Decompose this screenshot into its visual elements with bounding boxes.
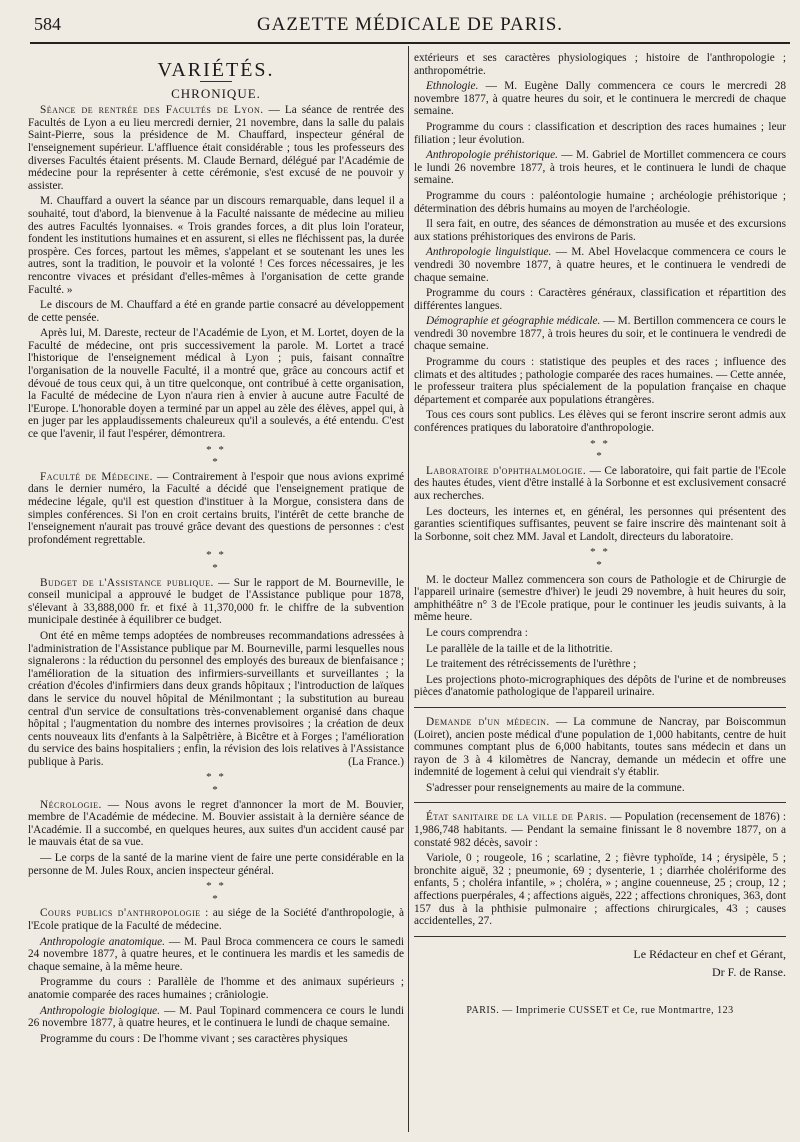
paragraph: Démographie et géographie médicale. — M. Bertillon commencera ce cours le vendredi 30 novembre 1877, à trois heures du soir, et le continuera le vendredi de chaque semaine.: [414, 315, 786, 353]
paragraph: Le discours de M. Chauffard a été en grande partie consacré au développement de cette pensée.: [28, 299, 404, 324]
paragraph: — Le corps de la santé de la marine vient de faire une perte considérable en la personne de M. Jules Roux, ancien inspecteur général.: [28, 852, 404, 877]
paragraph-heading: Nécrologie.: [40, 798, 102, 811]
paragraph-heading: Budget de l'Assistance publique.: [40, 576, 214, 589]
paragraph-heading: Séance de rentrée des Facultés de Lyon.: [40, 104, 264, 117]
column-divider: [408, 46, 409, 1132]
paragraph: Anthropologie biologique. — M. Paul Topinard commencera ce cours le lundi 26 novembre 1877, à quatre heures, et le continuera le lundi de chaque semaine.: [28, 1004, 404, 1030]
section-rule: [414, 936, 786, 937]
paragraph-heading: Anthropologie linguistique.: [426, 246, 552, 259]
section-subtitle: CHRONIQUE.: [171, 85, 261, 101]
paragraph-heading: Demande d'un médecin.: [426, 715, 550, 728]
section-separator-stars: * * *: [206, 443, 226, 469]
paragraph: S'adresser pour renseignements au maire de la commune.: [426, 781, 685, 794]
paragraph: Tous ces cours sont publics. Les élèves qui se feront inscrire seront admis aux conférences pratiques du laboratoire d'anthropologie.: [414, 409, 786, 435]
section-separator-stars: * * *: [590, 437, 610, 463]
paragraph: M. le docteur Mallez commencera son cours de Pathologie et de Chirurgie de l'appareil urinaire (semestre d'hiver) le jeudi 29 novembre, à huit heures du soir, amphithéâtre n° 3 de l'Ecole pratique, pour le continuer les jeudis suivants, à la même heure.: [414, 573, 786, 624]
right-column: [414, 52, 786, 1132]
section-rule: [414, 802, 786, 803]
paragraph: Séance de rentrée des Facultés de Lyon. — La séance de rentrée des Facultés de Lyon a eu lieu mercredi dernier, 21 novembre, dans la salle du palais Saint-Pierre, sous la présidence de M. Chauffard, inspecteur général de l'enseignement supérieur. L'affluence était considérable ; tous les professeurs des diverses Facultés étaient présents. M. Claude Bernard, délégué par l'Académie de médecine pour la représenter à cette cérémonie, s'est excusé de ne pouvoir y assister.: [28, 104, 404, 192]
paragraph: Programme du cours : De l'homme vivant ; ses caractères physiques: [40, 1032, 348, 1045]
paragraph: Anthropologie anatomique. — M. Paul Broca commencera ce cours le samedi 24 novembre 1877, à quatre heures, et le continuera les mardis et les samedis de chaque semaine, à la même heure.: [28, 935, 404, 973]
paragraph: Programme du cours : Parallèle de l'homme et des animaux supérieurs ; anatomie comparée des races humaines ; crâniologie.: [28, 976, 404, 1001]
paragraph: Anthropologie préhistorique. — M. Gabriel de Mortillet commencera ce cours le lundi 26 novembre 1877, à trois heures, et le continuera le lundi de chaque semaine.: [414, 149, 786, 187]
paragraph: Programme du cours : statistique des peuples et des races ; influence des climats et des altitudes ; pathologie comparée des races humaines. — Cette année, le professeur traitera plus spécialement de la population française en chaque département et comparée aux populations étrangères.: [414, 356, 786, 406]
paragraph: Cours publics d'anthropologie : au siége de la Société d'anthropologie, à l'Ecole pratique de la Faculté de médecine.: [28, 907, 404, 932]
paragraph: Programme du cours : classification et description des races humaines ; leur filiation ; leur évolution.: [414, 120, 786, 146]
paragraph-heading: État sanitaire de la ville de Paris.: [426, 811, 608, 824]
journal-title: GAZETTE MÉDICALE DE PARIS.: [256, 14, 564, 35]
signature-name: Dr F. de Ranse.: [711, 964, 786, 979]
signature-block: [414, 945, 786, 981]
page-header: [30, 10, 790, 44]
paragraph: Les docteurs, les internes et, en général, les personnes qui présentent des garanties scientifiques suffisantes, peuvent se faire inscrire dès maintenant soit à la Sorbonne, soit chez MM. Javal et Landolt, directeurs du laboratoire.: [414, 505, 786, 543]
paragraph: Le traitement des rétrécissements de l'urèthre ;: [426, 658, 637, 671]
section-separator-stars: * * *: [206, 549, 226, 574]
paragraph-heading: Anthropologie biologique.: [40, 1004, 160, 1017]
paragraph: Nécrologie. — Nous avons le regret d'annoncer la mort de M. Bouvier, membre de l'Académie de médecine. M. Bouvier assistait à la dernière séance de l'Académie. Il a succombé, en quelques heures, aux suites d'un accident causé par le mauvais état de sa vue.: [28, 798, 404, 849]
paragraph: Variole, 0 ; rougeole, 16 ; scarlatine, 2 ; fièvre typhoïde, 14 ; érysipèle, 5 ; bronchite aiguë, 32 ; pneumonie, 69 ; dysenterie, 1 ; diarrhée cholériforme des enfants, 5 ; choléra infantile, » ; choléra, » ; angine couenneuse, 25 ; croup, 12 ; affections puerpérales, 4 ; affections aiguës, 222 ; affections chroniques, 363, dont 157 dus à la phthisie pulmonaire ; affections chirurgicales, 43 ; causes accidentelles, 27.: [414, 852, 786, 928]
paragraph: Faculté de Médecine. — Contrairement à l'espoir que nous avions exprimé dans le dernier numéro, la Faculté a décidé que l'enseignement pratique de médecine légale, qu'il est question d'instituer à la Morgue, consistera dans de simples conférences. Si l'on en croit certains bruits, l'intérêt de cette branche de l'enseignement n'aurait pas trouvé grâce devant des questions de personnes : c'est profondément regrettable.: [28, 470, 404, 546]
source-credit: (La France.): [348, 755, 404, 768]
page-number: 584: [34, 14, 61, 34]
paragraph-heading: Anthropologie anatomique.: [40, 935, 165, 948]
paragraph: Demande d'un médecin. — La commune de Nancray, par Boiscommun (Loiret), ancien poste médical d'une population de 1,000 habitants, centre de huit communes comptant plus de 6,000 habitants, toutes sans médecin et dans un rayon de 3 à 4 kilomètres de Nancray, demande un médecin et offre une indemnité de logement à celui qui viendrait s'y établir.: [414, 715, 786, 779]
paragraph-heading: Anthropologie préhistorique.: [426, 149, 558, 162]
paragraph: Laboratoire d'ophthalmologie. — Ce laboratoire, qui fait partie de l'Ecole des hautes études, vient d'être installé à la Sorbonne et est exclusivement consacré aux recherches.: [414, 464, 786, 502]
paragraph: Anthropologie linguistique. — M. Abel Hovelacque commencera ce cours le vendredi 30 novembre 1877, à quatre heures, et le continuera le vendredi de chaque semaine.: [414, 246, 786, 284]
paragraph: Il sera fait, en outre, des séances de démonstration au musée et des excursions aux stations préhistoriques des environs de Paris.: [414, 218, 786, 243]
left-column: [28, 52, 404, 1132]
paragraph: Le cours comprendra :: [426, 626, 528, 639]
section-rule: [414, 707, 786, 708]
paragraph-heading: Cours publics d'anthropologie: [40, 907, 201, 920]
section-separator-stars: * * *: [206, 880, 226, 905]
paragraph-heading: Démographie et géographie médicale.: [426, 315, 601, 328]
printer-imprint: PARIS. — Imprimerie CUSSET et Ce, rue Montmartre, 123: [466, 1004, 734, 1016]
paragraph: Ethnologie. — M. Eugène Dally commencera ce cours le mercredi 28 novembre 1877, à quatre heures du soir, et le continuera le mercredi de chaque semaine.: [414, 80, 786, 118]
paragraph: Le parallèle de la taille et de la lithotritie.: [426, 642, 613, 655]
section-separator-stars: * * *: [590, 546, 610, 571]
paragraph: État sanitaire de la ville de Paris. — Population (recensement de 1876) : 1,986,748 habitants. — Pendant la semaine finissant le 8 novembre 1877, on a constaté 982 décès, savoir :: [414, 811, 786, 849]
paragraph: Programme du cours : paléontologie humaine ; archéologie préhistorique ; détermination des débris humains au moyen de l'archéologie.: [414, 189, 786, 215]
signature-title: Le Rédacteur en chef et Gérant,: [633, 946, 786, 961]
paragraph: Après lui, M. Dareste, recteur de l'Académie de Lyon, et M. Lortet, doyen de la Faculté de médecine, ont pris successivement la parole. M. Lortet a tracé l'historique de l'enseignement médical à Lyon ; puis, faisant connaître l'organisation de la nouvelle Faculté, il a montré que, grâce au concours actif et dévoué de tous ceux qui, à un titre quelconque, ont contribué à cette organisation, la Faculté de médecine de Lyon n'aura rien à envier à aucune autre Faculté de l'Europe. L'honorable doyen a terminé par un appel au zèle des élèves, appel qui, à en juger par les applaudissements chaleureux qu'il a soulevés, a été entendu. C'est ce que l'avenir, il faut l'espérer, démontrera.: [28, 327, 404, 441]
paragraph-heading: Faculté de Médecine.: [40, 470, 153, 483]
paragraph: Ont été en même temps adoptées de nombreuses recommandations adressées à l'administration de l'Assistance publique par M. Bourneville, parmi lesquelles nous signalerons : la réduction du personnel des employés des bureaux de bienfaisance ; l'amélioration de la situation des infirmiers-surveillants et surveillantes ; la création d'écoles d'infirmiers dans deux grands hôpitaux ; l'introduction de laïques dans le service du nouvel hôpital de Ménilmontant ; la substitution au bureau central d'un service de consultations très-convenablement organisé dans chaque hôpital ; l'augmentation du nombre des internes provisoires ; la création de deux cents nouveaux lits d'enfants à la Salpêtrière, à Bicêtre et à Forges ; l'amélioration du service des bains hospitaliers ; enfin, la révision des lois relatives à l'Assistance publique à Paris. (La France.): [28, 629, 404, 768]
paragraph: extérieurs et ses caractères physiologiques ; histoire de l'anthropologie ; anthropométrie.: [414, 52, 786, 77]
paragraph: Budget de l'Assistance publique. — Sur le rapport de M. Bourneville, le conseil municipal a approuvé le budget de l'Assistance publique pour 1878, s'élevant à 33,888,000 fr. et fixé à 11,370,000 fr. le chiffre de la subvention municipale destinée à équilibrer ce budget.: [28, 576, 404, 627]
paragraph-heading: Ethnologie.: [426, 80, 479, 93]
paragraph: M. Chauffard a ouvert la séance par un discours remarquable, dans lequel il a souhaité, tout d'abord, la bienvenue à la Faculté naissante de médecine au milieu des autres Facultés lyonnaises. « Trois grandes forces, a dit plus loin l'orateur, fondent les institutions humaines et en assurent, si elles ne fléchissent pas, la durée prospère. Ces forces, partout les mêmes, s'appelant et se soutenant les unes les autres, sont la tradition, le pouvoir et la volonté ! Ces forces nécessaires, je les rencontre vivaces et présidant d'elles-mêmes à l'organisation de cette grande Faculté. »: [28, 195, 404, 296]
paragraph: Programme du cours : Caractères généraux, classification et répartition des différentes langues.: [414, 287, 786, 312]
section-title: VARIÉTÉS.: [157, 59, 275, 81]
paragraph-heading: Laboratoire d'ophthalmologie.: [426, 464, 587, 477]
section-separator-stars: * * *: [206, 771, 226, 797]
paragraph: Les projections photo-micrographiques des dépôts de l'urine et de nombreuses pièces d'anatomie pathologique de l'appareil urinaire.: [414, 673, 786, 699]
